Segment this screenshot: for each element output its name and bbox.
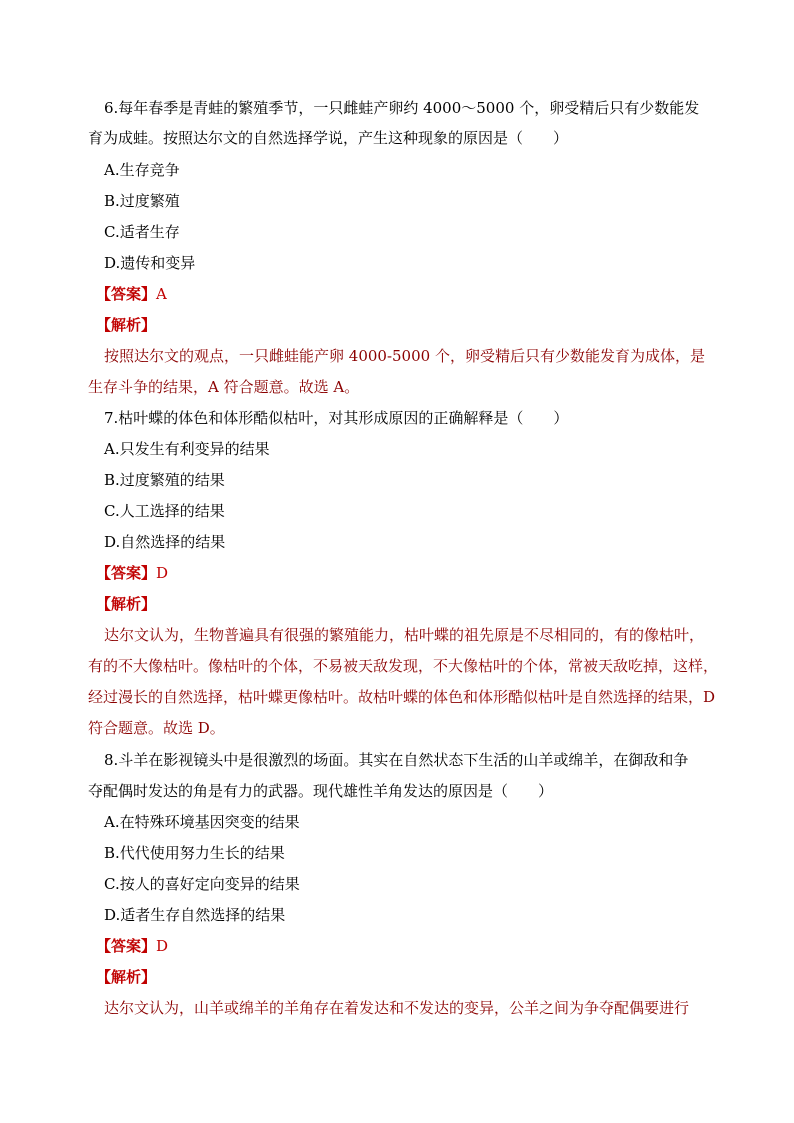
q8-stem-line-2: 夺配偶时发达的角是有力的武器。现代雄性羊角发达的原因是（ ）: [88, 782, 554, 800]
q7-analysis-line-4: 符合题意。故选 D。: [88, 719, 225, 737]
q7-analysis-line-2: 有的不大像枯叶。像枯叶的个体，不易被天敌发现，不大像枯叶的个体，常被天敌吃掉，这样，: [88, 657, 719, 675]
q8-option-c: C.按人的喜好定向变异的结果: [104, 875, 300, 893]
q7-option-a: A.只发生有利变异的结果: [104, 440, 270, 458]
q8-analysis-line-1: 达尔文认为，山羊或绵羊的羊角存在着发达和不发达的变异，公羊之间为争夺配偶要进行: [104, 999, 690, 1017]
q7-option-b: B.过度繁殖的结果: [104, 471, 225, 489]
q6-analysis-line-1: 按照达尔文的观点，一只雌蛙能产卵 4000-5000 个，卵受精后只有少数能发育为成体，是: [104, 347, 705, 365]
q6-stem-line-1: 6.每年春季是青蛙的繁殖季节，一只雌蛙产卵约 4000～5000 个，卵受精后只有少数能发: [104, 99, 700, 117]
q6-option-d: D.遗传和变异: [104, 254, 196, 272]
q7-option-c: C.人工选择的结果: [104, 502, 225, 520]
answer-value: A: [156, 285, 167, 303]
q7-answer: [96, 563, 746, 583]
q6-analysis-line-2: 生存斗争的结果，A 符合题意。故选 A。: [88, 378, 360, 396]
q6-option-c: C.适者生存: [104, 223, 180, 241]
q8-option-b: B.代代使用努力生长的结果: [104, 844, 285, 862]
q7-option-d: D.自然选择的结果: [104, 533, 226, 551]
q7-stem-line-1: 7.枯叶蝶的体色和体形酷似枯叶，对其形成原因的正确解释是（ ）: [104, 409, 569, 427]
answer-label: 【答案】: [96, 937, 157, 955]
q8-option-a: A.在特殊环境基因突变的结果: [104, 813, 300, 831]
q8-answer: [96, 936, 746, 956]
q6-answer: [96, 284, 746, 304]
q6-analysis-label: 【解析】: [96, 316, 157, 334]
q7-analysis-line-1: 达尔文认为，生物普遍具有很强的繁殖能力，枯叶蝶的祖先原是不尽相同的，有的像枯叶，: [104, 626, 705, 644]
answer-value: D: [156, 564, 169, 582]
answer-label: 【答案】: [96, 285, 157, 303]
q6-option-a: A.生存竞争: [104, 161, 180, 179]
q7-analysis-line-3: 经过漫长的自然选择，枯叶蝶更像枯叶。故枯叶蝶的体色和体形酷似枯叶是自然选择的结果，D: [88, 688, 716, 706]
q7-analysis-label: 【解析】: [96, 595, 157, 613]
answer-label: 【答案】: [96, 564, 157, 582]
q6-stem-line-2: 育为成蛙。按照达尔文的自然选择学说，产生这种现象的原因是（ ）: [88, 129, 569, 147]
q8-analysis-label: 【解析】: [96, 968, 157, 986]
q8-stem-line-1: 8.斗羊在影视镜头中是很激烈的场面。其实在自然状态下生活的山羊或绵羊，在御敌和争: [104, 751, 689, 769]
answer-value: D: [156, 937, 169, 955]
q6-option-b: B.过度繁殖: [104, 192, 180, 210]
q8-option-d: D.适者生存自然选择的结果: [104, 906, 286, 924]
